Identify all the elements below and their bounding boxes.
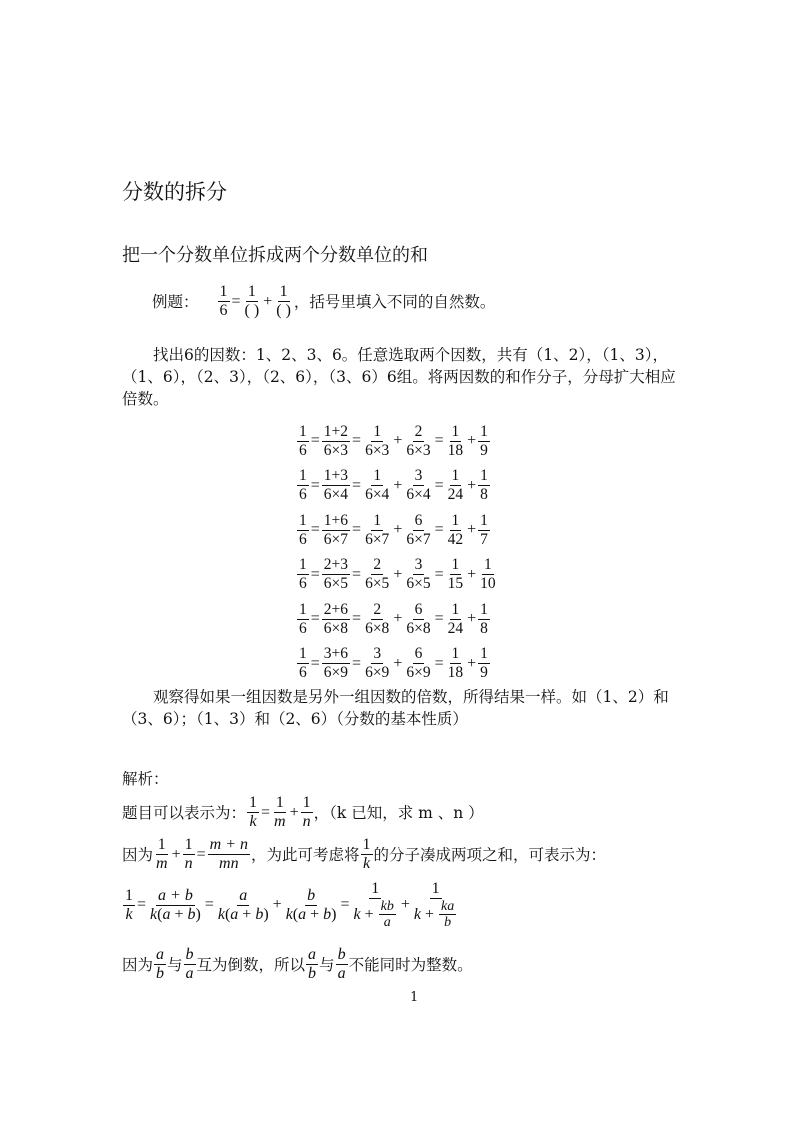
fraction: $\frac{1}{6}$ (299, 422, 307, 459)
fraction: $\frac{1}{8}$ (480, 467, 488, 503)
paragraph-observation: 观察得如果一组因数是另外一组因数的倍数，所得结果一样。如（1、2）和（3、6）；（1、3）和（2、6）（分数的基本性质） (122, 688, 669, 728)
fraction: $\frac{1}{9}$ (480, 645, 488, 681)
page-number: 1 (410, 990, 419, 1005)
fraction: $\frac{2+6}{6\times 8}$ (323, 600, 349, 637)
equation-row: $\frac{1}{6}$ = $\frac{1+2}{6\times 3}$ = $\frac{1}{6\times 3}$ + $\frac{2}{6\times 3}$ = $\frac{1}{18}$ + $\frac{1}{9}$ (299, 422, 488, 459)
fraction: $\frac{1}{6}$ (299, 645, 307, 681)
fraction: $\frac{1}{24}$ (447, 467, 464, 503)
fraction: 1 m (156, 836, 168, 872)
fraction: $\frac{3}{6\times 9}$ (365, 645, 390, 681)
fraction: $\frac{1}{9}$ (480, 422, 488, 459)
fraction: $\frac{1}{k}$ (249, 794, 258, 830)
equation-row: $\frac{1}{6}$ = $\frac{3+6}{6\times 9}$ = $\frac{3}{6\times 9}$ + $\frac{6}{6\times 9}$ = $\frac{1}{18}$ + $\frac{1}{9}$ (299, 645, 488, 681)
fraction: $\frac{6}{6\times 9}$ (406, 645, 431, 681)
fraction: $\frac{1+3}{6\times 4}$ (323, 467, 349, 503)
fraction: $\frac{6}{6\times 8}$ (406, 600, 431, 637)
fraction: $\frac{2}{6\times 3}$ (406, 422, 431, 459)
equation-row: $\frac{1}{6}$ = $\frac{2+6}{6\times 8}$ = $\frac{2}{6\times 8}$ + $\frac{6}{6\times 8}$ = $\frac{1}{24}$ + $\frac{1}{8}$ (299, 600, 488, 637)
fraction: $\frac{2}{6\times 8}$ (365, 600, 390, 637)
example-instruction: ，括号里填入不同的自然数。 (293, 292, 496, 311)
analysis-line-4: 因为 a b 与 b a 互为倒数，所以 a b 与 b a 不能同时为整数。 (122, 946, 473, 982)
fraction: $\frac{1}{6\times 3}$ (365, 422, 390, 459)
fraction: a b (156, 946, 165, 982)
fraction: 1 k + kb a (353, 880, 394, 930)
page-title: 分数的拆分 (122, 180, 227, 204)
fraction: $\frac{1}{n}$ (302, 794, 311, 830)
fraction: $\frac{2}{6\times 5}$ (365, 556, 390, 592)
fraction: b a (185, 946, 194, 982)
analysis-line-2: 因为 1 m + $\frac{1}{n}$ = $\frac{m + n}{mn}$ ，为此可考虑将 1 k 的分子凑成两项之和，可表示为： (122, 836, 607, 872)
fraction: $\frac{1}{24}$ (447, 600, 464, 637)
fraction: $\frac{1}{k}$ (125, 886, 133, 923)
fraction: $\frac{6}{6\times 7}$ (406, 511, 431, 548)
fraction: $\frac{1}{6}$ (299, 600, 307, 637)
fraction: 1 ( ) (276, 283, 291, 319)
analysis-label: 解析： (122, 770, 169, 788)
fraction: $\frac{1}{6\times 7}$ (365, 511, 390, 548)
fraction: $\frac{a + b}{k(a + b)}$ (150, 886, 201, 923)
fraction: $\frac{1}{6}$ (299, 556, 307, 592)
fraction: a b (308, 946, 317, 982)
fraction: 1 ( ) (244, 283, 260, 319)
fraction: $\frac{1}{8}$ (480, 600, 488, 637)
fraction: $\frac{1}{m}$ (274, 794, 286, 830)
fraction: $\frac{1}{6\times 4}$ (365, 467, 390, 503)
fraction: $\frac{a}{k(a + b)}$ (217, 886, 269, 923)
fraction: $\frac{m + n}{mn}$ (209, 836, 248, 872)
fraction: $\frac{3+6}{6\times 9}$ (323, 645, 349, 681)
equation-row: $\frac{1}{6}$ = $\frac{2+3}{6\times 5}$ = $\frac{2}{6\times 5}$ + $\frac{3}{6\times 5}$ = $\frac{1}{15}$ + $\frac{1}{10}$ (299, 556, 496, 592)
equation-row: $\frac{1}{6}$ = $\frac{1+6}{6\times 7}$ = $\frac{1}{6\times 7}$ + $\frac{6}{6\times 7}$ = $\frac{1}{42}$ + $\frac{1}{7}$ (299, 511, 488, 548)
fraction: $\frac{3}{6\times 5}$ (406, 556, 431, 592)
fraction: $\frac{1+2}{6\times 3}$ (323, 422, 349, 459)
fraction: $\frac{2+3}{6\times 5}$ (323, 556, 349, 592)
fraction: $\frac{1}{18}$ (447, 422, 464, 459)
fraction: $\frac{1+6}{6\times 7}$ (323, 511, 349, 548)
example-line: 例题： $\frac{1}{6}$ = 1 ( ) + 1 ( ) ，括号里填入不同的自然数。 (152, 283, 496, 319)
fraction: $\frac{1}{42}$ (447, 511, 464, 548)
fraction: $\frac{1}{18}$ (447, 645, 464, 681)
analysis-line-1: 题目可以表示为： $\frac{1}{k}$ = $\frac{1}{m}$ + $\frac{1}{n}$ ，（k 已知，求 m 、n ） (122, 794, 484, 830)
fraction: $\frac{1}{6}$ (299, 467, 307, 503)
fraction: $\frac{1}{6}$ (219, 283, 228, 319)
fraction: $\frac{1}{n}$ (184, 836, 193, 872)
fraction: b a (337, 946, 346, 982)
fraction: $\frac{1}{10}$ (480, 556, 496, 592)
fraction: $\frac{1}{6}$ (299, 511, 307, 548)
fraction: $\frac{3}{6\times 4}$ (406, 467, 431, 503)
paragraph-factors: 找出6的因数：1、2、3、6。任意选取两个因数，共有（1、2），（1、3），（1、6），（2、3），（2、6），（3、6）6组。将两因数的和作分子，分母扩大相应倍数。 (122, 346, 676, 408)
fraction: 1 k (362, 836, 371, 872)
fraction: $\frac{b}{k(a + b)}$ (285, 886, 337, 923)
fraction: $\frac{1}{15}$ (447, 556, 464, 592)
example-label: 例题： (152, 292, 199, 311)
fraction: $\frac{1}{7}$ (480, 511, 488, 548)
section-heading: 把一个分数单位拆成两个分数单位的和 (122, 245, 428, 266)
equation-row: $\frac{1}{6}$ = $\frac{1+3}{6\times 4}$ = $\frac{1}{6\times 4}$ + $\frac{3}{6\times 4}$ = $\frac{1}{24}$ + $\frac{1}{8}$ (299, 467, 488, 503)
analysis-formula: $\frac{1}{k}$ = $\frac{a + b}{k(a + b)}$ = $\frac{a}{k(a + b)}$ + $\frac{b}{k(a + b)}$ = 1 k + kb a + 1 k + ka b (122, 880, 460, 930)
fraction: 1 k + ka b (413, 880, 455, 930)
